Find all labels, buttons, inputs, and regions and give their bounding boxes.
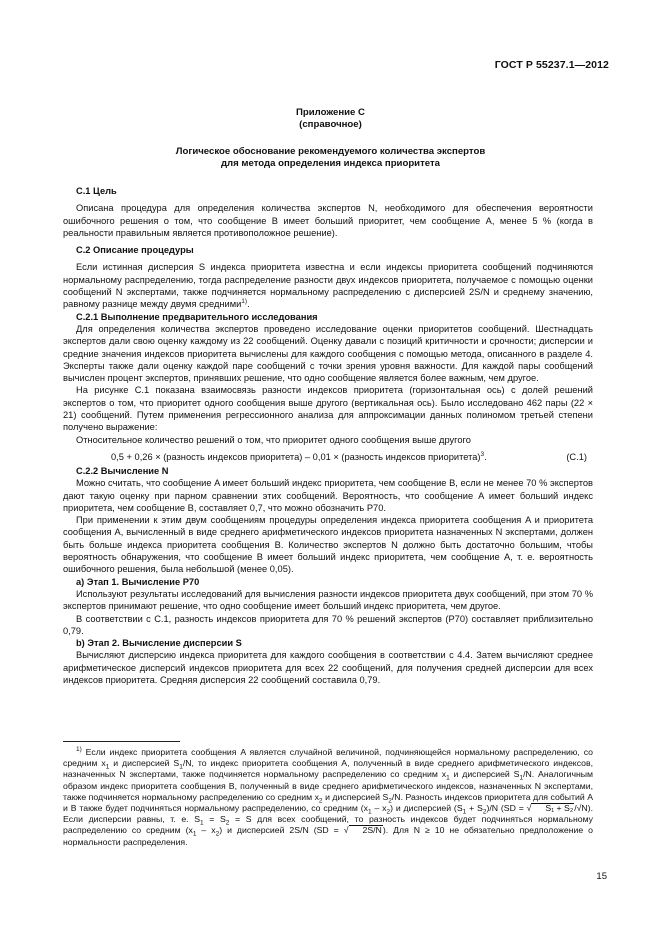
c21-paragraph-3: Относительное количество решений о том, что приоритет одного сообщения выше другого: [76, 434, 471, 445]
appendix-title: Приложение С: [296, 107, 365, 118]
stage-b-heading: b) Этап 2. Вычисление дисперсии S: [76, 638, 242, 649]
formula-text: 0,5 + 0,26 × (разность индексов приоритета) – 0,01 × (разность индексов приоритета)$^3$.: [111, 450, 487, 462]
sqrt-expression-1: S₁ + S₂: [531, 803, 574, 813]
c1-heading: С.1 Цель: [76, 186, 117, 196]
c1-text: Описана процедура для определения количества экспертов N, необходимого для обеспечения вероятности ошибочного решения о том, что сообщение B имеет больший приоритет, чем сообщение A, менее 5 % (когда в реальности правильным является противоположное решение).: [63, 203, 593, 238]
standard-header: ГОСТ Р 55237.1—2012: [494, 59, 609, 71]
c21-heading: С.2.1 Выполнение предварительного исследования: [76, 311, 318, 322]
formula-c1: [63, 451, 593, 465]
body-text: [63, 185, 593, 686]
c2-heading: С.2 Описание процедуры: [76, 245, 194, 256]
main-title-line2: для метода определения индекса приоритета: [220, 158, 441, 169]
sqrt-expression-2: 2S/N: [349, 825, 383, 835]
stage-a-heading: а) Этап 1. Вычисление P70: [76, 576, 200, 587]
footnote: [63, 747, 593, 848]
main-title-line1: Логическое обоснование рекомендуемого количества экспертов: [175, 146, 486, 157]
c22-paragraph-1: Можно считать, что сообщение A имеет больший индекс приоритета, чем сообщение B, если не менее 70 % экспертов дают такую оценку при парном сравнении этих сообщений. Вероятность, что сообщение A имеет больший индекс приоритета, чем сообщение B, составляет 0,7, что можно обозначить P70.: [63, 478, 593, 513]
c22-heading: С.2.2 Вычисление N: [76, 465, 169, 476]
page-number: 15: [596, 871, 607, 882]
appendix-subtitle: (справочное): [299, 119, 362, 130]
c22-paragraph-2: При применении к этим двум сообщениям процедуры определения индекса приоритета сообщения A и приоритета сообщения A, вычисленный в виде среднего арифметического индексов приоритета назначенных N экспертами, должен быть больше индекса приоритета сообщения B. Количество экспертов N должно быть достаточно большим, чтобы вероятность обнаружения, что сообщение B имеет больший индекс приоритета, чем сообщение A, т. е. вероятность ошибочного решения, была небольшой (менее 0,05).: [63, 515, 593, 575]
c2-text: Если истинная дисперсия S индекса приоритета известна и если индексы приоритета сообщений подчиняются нормальному распределению, тогда распределение разности двух индексов приоритета, получаемое с помощью оценки сообщений N экспертами, также подчиняется нормальному распределению с дисперсией 2S/N и среднему значению, равному разнице между двумя средними$^{1)}$.: [63, 262, 593, 310]
stage-a-paragraph-1: Используют результаты исследований для вычисления разности индексов приоритета двух сообщений, при этом 70 % экспертов принимают решение, что одно сообщение имеет больший индекс приоритета, чем другое.: [63, 588, 593, 612]
footnote-ref[interactable]: 1): [241, 298, 248, 306]
stage-b-paragraph-1: Вычисляют дисперсию индекса приоритета для каждого сообщения в соответствии с 4.4. Затем вычисляют среднее арифметическое дисперсий индексов приоритета для всех 22 сообщений, для получения средней дисперсии для всех индексов приоритета. Средняя дисперсия 22 сообщений составила 0,79.: [63, 650, 593, 685]
formula-number: (С.1): [566, 451, 587, 462]
c21-paragraph-2: На рисунке С.1 показана взаимосвязь разности индексов приоритета (горизонтальная ось) с долей решений экспертов о том, что приоритет одного сообщения выше другого (вертикальная ось). Было исследовано 462 пары (22 × 21) сообщений. Путем применения регрессионного анализа для аппроксимации данных полиномом третьей степени получено выражение:: [63, 385, 593, 433]
stage-a-paragraph-2: В соответствии с С.1, разность индексов приоритета для 70 % решений экспертов (P70) составляет приблизительно 0,79.: [63, 613, 593, 636]
footnote-separator: [63, 741, 180, 742]
c21-paragraph-1: Для определения количества экспертов проведено исследование оценки приоритетов сообщений. Шестнадцать экспертов дали свою оценку каждому из 22 сообщений. Оценку давали с позиций критичности и срочности; дисперсии и средние значения индексов приоритета вычислены для каждого сообщения с помощью метода, описанного в разделе 4. Эксперты также дали оценку каждой паре сообщений с точки зрения уровня важности. Для каждой пары сообщений вычислен процент экспертов, принявших решение, что одно сообщение является более важным, чем другое.: [63, 323, 593, 384]
footnote-text: $^{1)}$ Если индекс приоритета сообщения A является случайной величиной, подчиняющейся нормальному распределению, со средним $x_1$ и дисперсией $S_1/N$, то индекс приоритета сообщения A, полученный в виде среднего арифметического индексов, назначенных N экспертами, также подчиняется нормальному распределению со средним $x_1$ и дисперсией $S_1/N$. Аналогичным образом индекс приоритета сообщения B, полученный в виде среднего арифметического индексов, назначенных N экспертами, также подчиняется нормальному распределению со средним $x_2$ и дисперсией $S_2/N$. Разность индексов приоритета для событий A и B также будет подчиняться нормальному распределению, со средним $(x_1 - x_2)$ и дисперсией $(S_1 + S_2)/N$ (SD = √ S₁ + S₂/√N). Если дисперсии равны, т. е. $S_1 = S_2 = S$ для всех сообщений, то разность индексов будет подчиняться нормальному распределению со средним $(x_1 - x_2)$ и дисперсией 2S/N (SD = √ 2S/N). Для N ≥ 10 не обязательно предположение о нормальности распределения.: [63, 746, 594, 847]
